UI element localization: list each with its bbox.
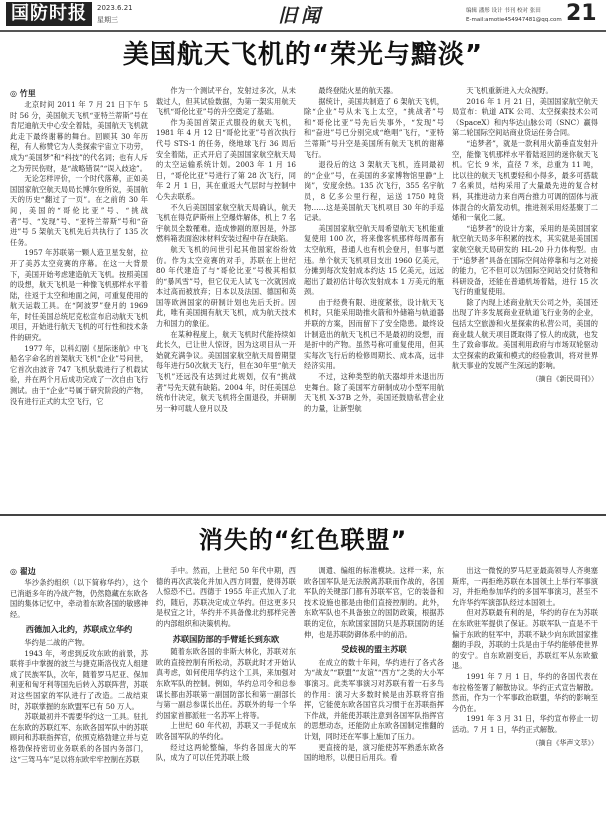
paragraph: 作为一个测试平台，发射过多次，从未载过人，但其试验数据，为第一架实用航天飞机“哥伦比亚”号的升空奠定了基础。 <box>156 86 296 117</box>
article2-byline: ◎ 翟边 <box>10 567 36 576</box>
article1-column-2 <box>156 86 296 506</box>
article1-column-4 <box>452 86 598 506</box>
issue-date: 2023.6.21 <box>97 4 133 12</box>
paragraph: 在成立的数十年间，华约进行了各式各为“战友”“联盟”“友谊”“西方”之类的大小军事演习。此类军事演习对苏联有着一石多鸟的作用：演习大多数时候是由苏联将官指挥，它能使东欧各国官兵习惯于在苏联指挥下作战，并能使苏联注意到各国军队指挥官的思想动态，还能防止东欧各国制定推翻的计划，同时还在军事上施加了压力。 <box>304 657 444 741</box>
paragraph: 2016 年 1 月 21 日，美国国家航空航天局宣布：轨道 ATK 公司、太空探索技术公司（SpaceX）和内华达山脉公司（SNC）赢得第二轮国际空间站商业货运任务合同。 <box>452 96 598 138</box>
paragraph: 在某种程度上，航天飞机时代能持续如此长久，已让世人惊讶，因为这项目从一开始就充满争议。美国国家航空航天局曾期望每年进行50次航天飞行，但在30年里“航天飞机”还远没有达到过此规划，仅有“挑战者”号先天就有缺陷。2004 年，时任美国总统布什决定，航天飞机将全面退役，并研制另一种可载人登月以及 <box>156 329 296 413</box>
paragraph: 随着东欧各国的非斯大林化，苏联对东欧的直接控制有所松动，苏联此时才开始认真考虑，如何使用华约这个工具，来加强对东欧军队的控制。例如，华约总司令和总参谋长都由苏联第一副国防部长和第一副部长与第一副总参谋长出任。苏联外的每一个华约国家首都派驻一名苏军上将等。 <box>156 647 296 720</box>
paragraph: 更直接的是，演习能使苏军熟悉东欧各国的地形，以便日后用兵。看 <box>304 742 444 763</box>
article2-source: （摘自《华声文萃》） <box>531 738 598 747</box>
paragraph: 调遣、编组的标准模块。这样一来，东欧各国军队是无法脱离苏联而作战的，各国军队的关键部门都有苏联军官，它的装备和技术设施也都是由他们直接控制的。此外，东欧军队也不具备独立的国防政策，根据苏联的定位，东欧国家国防只是苏联国防的延伸，也是苏联防御体系中的前沿。 <box>304 566 444 639</box>
paragraph: 苏联最初并不需要华约这一工具。驻扎在东欧的苏联红军、东欧各国军队中的苏联顾问和苏联指挥官，依照克格勃建立并与克格勃保持密切业务联系的各国内务部门，这“三驾马车”足以将东欧牢牢控制在苏联 <box>10 712 148 764</box>
paragraph: 华沙条约组织（以下简称华约），这个已消逝多年的冷战产物，仍然隐藏在东欧各国的集体记忆中，牵动着东欧各国的敏感神经。 <box>10 578 148 619</box>
paragraph: 1957 年苏联第一颗人造卫星发射，拉开了美苏太空竞赛的序幕。在这一大背景下，美国开始考虑建造航天飞机。按照美国的设想，航天飞机是一种像飞机那样水平着陆，往返于太空和地面之间，可重复使用的航天运载工具。在“阿波罗”登月的 1969 年，时任美国总统尼克松宣布启动航天飞机项目，开始进行航天飞机的可行性和技术条件的研究。 <box>10 248 148 343</box>
article1-byline: ◎ 竹里 <box>10 89 36 98</box>
article2-column-1 <box>10 578 148 830</box>
contact-email: E-mail:amotie454947481@qq.com <box>466 17 562 23</box>
paragraph: 手中。然而，上世纪 50 年代中期，西德的再次武装化并加入西方同盟，使得苏联人惊恐不已。西德于 1955 年正式加入了北约，随后，苏联决定成立华约。但这更多只是权宜之计，华约并不具备像北约那样完善的内部组织和决策机构。 <box>156 566 296 628</box>
article1-column-1 <box>10 100 148 506</box>
article1-source: （摘自《新民周刊》） <box>531 375 598 384</box>
paragraph: 北京时间 2011 年 7 月 21 日下午 5 时 56 分，美国航天飞机“亚特兰蒂斯”号在肯尼迪航天中心安全着陆，美国航天飞机就此走下最终谢幕的舞台。回顾其 30 年历程，有人称赞它为人类探索宇宙立下功劳，成为“美国梦”和“科技”的代名词；也有人斥之为劳民伤财，是“战略错误”“误入歧途”。 <box>10 100 148 173</box>
paragraph: 但对苏联最有利的是，华约的存在为苏联在东欧驻军提供了保证。苏联军队一直是不干偏于东欧的驻军中，苏联不缺少向东欧国家推翻的手段，苏联的士兵是由于华约能够使世界的安宁。自东欧剧变后，苏联红军从东欧撤退。 <box>452 608 598 671</box>
paragraph: 天飞机重新进入大众视野。 <box>466 86 553 95</box>
article2-subheading-2: 苏联国防部的手臂延长到东欧 <box>172 633 280 644</box>
paragraph: 无论怎样评价，一个时代落幕，正如美国国家航空航天局局长博尔登所说，美国航天的历史“翻过了一页”。在之前的 30 年间，美国的“哥伦比亚”号、“挑战者”号、“发现”号、“亚特兰蒂斯”号和“奋进”号 5 架航天飞机先后共执行了 135 次任务。 <box>10 174 148 247</box>
article2-column-3 <box>304 566 444 830</box>
paragraph: 除了内现上述商业航天公司之外，美国还出现了许多发展商业亚轨道飞行业务的企业，包括太空旅游和火星探索的私营公司，美国的商业载人航天项目既取得了惊人的成就，也发生了致命事故。美国利用政府与市场双轮驱动太空探索的政策和模式的经验教训，将对世界航天事业的发展产生深远的影响。 <box>452 297 598 371</box>
masthead <box>0 0 606 32</box>
paragraph: 航天飞机的问世引起其他国家纷纷效仿。作为太空竞赛的对手，苏联在上世纪 80 年代建造了与“哥伦比亚”号极其相似的“暴风雪”号，但它仅无人试飞一次就因成本过高而被放弃；日本以及法国、德国和英国等欧洲国家的研制计划也先后夭折。因此，唯有美国拥有航天飞机，成为航天技术力和国力的象征。 <box>156 244 296 329</box>
article2-subheading-3: 受歧视的盟主苏联 <box>341 644 407 655</box>
staff-credits: 编辑 潘彤 设计 书刊 校对 张田 <box>466 8 541 14</box>
paragraph: 据统计，美国共制造了 6 架航天飞机，除“企业”号从未飞上太空，“挑战者”号和“哥伦比亚”号先后失事外，“发现”号和“奋进”号已分别完成“绝唱”飞行，“亚特兰蒂斯”号升空是美国所有航天飞机的谢幕飞行。 <box>304 96 444 159</box>
paragraph: 1977 年，以科幻剧《星际迷航》中飞船名字命名的首架航天飞机“企业”号问世，它首次由波音 747 飞机驮载进行了机载试验，并在两个月后成功完成了一次自由飞行测试。由于“企业”号属于研究阶段的产物，没有进行正式的太空飞行，它 <box>10 343 148 406</box>
paragraph: 不久后美国国家航空航天局确认，航天飞机在得克萨斯州上空爆炸解体，机上 7 名宇航员全数罹难。造成惨剧的原因是，外部燃料箱表面泡沫材料安装过程中存在缺陷。 <box>156 202 296 244</box>
paragraph: 不过，这种类型的航天器却并未退出历史舞台。除了美国军方研制成功小型军用航天飞机 X-37B 之外，美国还鼓励私营企业的力量，让新型航 <box>304 372 444 413</box>
paragraph: 退役后的这 3 架航天飞机，连同最初的“企业”号，在美国的多家博物馆里静“上岗”，安度余热。135 次飞行，355 名宇航员，8 亿多公里行程，运送 1750 吨货物……这是美国航天飞机项目 30 年的手巡记录。 <box>304 160 444 223</box>
paragraph: 出这一微悦的罗马尼亚最高领导人齐奥塞斯库，一再拒绝苏联在本国领土上举行军事演习，并拒绝参加华约的多国军事演习，甚至不允许华约军演部队经过本国领土。 <box>452 566 598 607</box>
article2-subheading-1: 西德加入北约，苏联成立华约 <box>25 624 133 635</box>
paragraph: 上世纪 60 年代初，苏联又一手促成东欧各国军队的华约化。 <box>156 721 296 741</box>
paragraph: 作为美国首架正式服役的航天飞机，1981 年 4 月 12 日“哥伦比亚”号首次执行代号 STS-1 的任务，绕地球飞行 36 周后安全着陆，正式开启了美国国家航空航天局的太空运输系统计划。2003 年 1 月 16 日，“哥伦比亚”号进行了第 28 次飞行，同年 2 月 1 日，其在重返大气层时与控制中心失去联系。 <box>156 117 296 201</box>
section-divider <box>0 514 606 516</box>
section-title: 旧闻 <box>278 5 325 27</box>
paragraph: 美国国家航空航天局希望航天飞机能重复使用 100 次，将来像客机那样每周都有太空航班，普通人也有机会登月，但事与愿违。单个航天飞机项目支出 1960 亿美元，分摊到每次发射成本约达 15 亿美元，远远超出了最初估计每次发射成本 1 万美元的瓶颈。 <box>304 223 444 297</box>
paragraph: 1991 年 7 月 1 日，华约的各国代表在布拉格签署了解散协议。华约正式宣告解散。然而，作为一个军事政治联盟，华约的影响至今仍在。 <box>452 671 598 713</box>
paragraph: “追梦者”，就是一款利用火箭垂直发射升空，能像飞机那样水平着陆返回的迷你航天飞机。它长 9 米，直径 7 米，总重为 11 吨，比以往的航天飞机要轻和小得多，最多可搭载 7 名乘员，结构采用了大量最先进的复合材料，其推进动力来自两台推力可调的固体与液体混合的火箭发动机，推进剂采用烃基聚丁二烯和一氧化二氮。 <box>452 138 598 223</box>
paragraph: “追梦者”的设计方案，采用的是美国国家航空航天局多年积累的技术，其实就是美国国家航空航天局研发的 HL-20 升力体构型。由于“追梦者”具备在国际空间站停靠和与之对接的能力，它不但可以为国际空间站交付货物和科研设备，还能在普通机场着陆，进行 15 次飞行的重复使用。 <box>452 223 598 297</box>
article2-column-4 <box>452 566 598 830</box>
article1-column-3 <box>304 86 444 506</box>
page-number: 21 <box>566 1 597 26</box>
newspaper-logo: 国防时报 <box>6 2 92 26</box>
paragraph: 经过这两轮整编，华约各国庞大的军队，成为了可以任凭苏联上级 <box>156 742 296 763</box>
paragraph: 1991 年 3 月 31 日，华约宣布停止一切活动。7 月 1 日，华约正式解散。 <box>452 714 598 734</box>
article2-headline: 消失的“红色联盟” <box>198 526 408 554</box>
article1-headline: 美国航天飞机的“荣光与黯淡” <box>122 40 484 70</box>
paragraph: 1943 年，考虑到反攻东欧的前景，苏联将手中掌握的波兰与捷克斯洛伐克人组建成了民族军队，次年，随着罗马尼亚、保加利亚和匈牙利等国先后转入苏联阵营，苏联对这些国家的军队进行了改造。二战结束时，苏联掌握的东欧盟军已有 50 万人。 <box>10 648 148 711</box>
paragraph: 华约是二战的产物。 <box>24 637 90 647</box>
article2-column-2 <box>156 566 296 830</box>
paragraph: 最终登陆火星的航天器。 <box>318 86 398 95</box>
issue-weekday: 星期三 <box>97 16 118 24</box>
paragraph: 由于经费有限、进度紧张，设计航天飞机时，只能采用助推火箭和外储箱与轨道器并联的方案，因而留下了安全隐患。最终设计制造出的航天飞机已不是最初的设想，而是折中的产物。虽然号称可重复使用，但其实每次飞行后的检修周期长、成本高，远非经济实用。 <box>304 297 444 371</box>
